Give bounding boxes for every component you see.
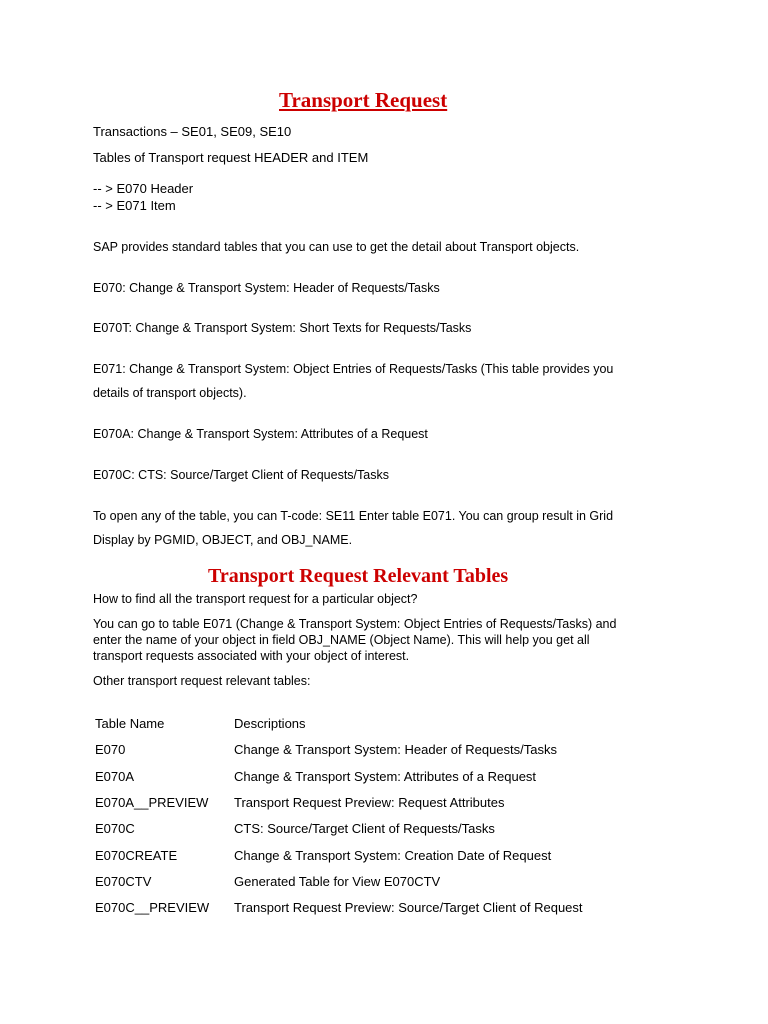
e071-definition-line2: details of transport objects). — [93, 386, 247, 400]
table-cell-name: E070 — [95, 742, 126, 757]
item-table-item: -- > E071 Item — [93, 198, 176, 213]
table-header-description: Descriptions — [234, 716, 306, 731]
page-title: Transport Request — [279, 88, 448, 112]
goto-line1: You can go to table E071 (Change & Transport System: Object Entries of Requests/Tasks) and — [93, 617, 617, 631]
e070-definition: E070: Change & Transport System: Header of Requests/Tasks — [93, 281, 440, 295]
open-table-line1: To open any of the table, you can T-code: SE11 Enter table E071. You can group result in Grid — [93, 509, 614, 523]
goto-line2: enter the name of your object in field OBJ_NAME (Object Name). This will help you get all — [93, 633, 590, 647]
table-header-name: Table Name — [95, 716, 165, 731]
table-cell-name: E070CTV — [95, 874, 152, 889]
table-cell-name: E070C__PREVIEW — [95, 900, 210, 915]
table-cell-description: Transport Request Preview: Source/Target Client of Request — [234, 900, 583, 915]
table-cell-name: E070CREATE — [95, 848, 178, 863]
e070c-definition: E070C: CTS: Source/Target Client of Requests/Tasks — [93, 468, 389, 482]
how-to-question: How to find all the transport request for a particular object? — [93, 592, 418, 606]
goto-line3: transport requests associated with your object of interest. — [93, 649, 410, 663]
e070t-definition: E070T: Change & Transport System: Short Texts for Requests/Tasks — [93, 321, 472, 335]
table-cell-name: E070C — [95, 821, 135, 836]
sap-intro-line: SAP provides standard tables that you can use to get the detail about Transport objects. — [93, 240, 580, 254]
section-title-relevant-tables: Transport Request Relevant Tables — [208, 565, 509, 587]
transactions-line: Transactions – SE01, SE09, SE10 — [93, 124, 292, 139]
other-tables-line: Other transport request relevant tables: — [93, 674, 311, 688]
table-cell-description: Transport Request Preview: Request Attributes — [234, 795, 505, 810]
e070a-definition: E070A: Change & Transport System: Attributes of a Request — [93, 427, 428, 441]
table-cell-description: Generated Table for View E070CTV — [234, 874, 441, 889]
open-table-line2: Display by PGMID, OBJECT, and OBJ_NAME. — [93, 533, 353, 547]
table-cell-name: E070A — [95, 769, 135, 784]
table-cell-description: Change & Transport System: Header of Requests/Tasks — [234, 742, 557, 757]
table-cell-description: CTS: Source/Target Client of Requests/Tasks — [234, 821, 495, 836]
table-cell-name: E070A__PREVIEW — [95, 795, 209, 810]
table-cell-description: Change & Transport System: Attributes of a Request — [234, 769, 537, 784]
header-table-item: -- > E070 Header — [93, 181, 194, 196]
tables-intro-line: Tables of Transport request HEADER and ITEM — [93, 150, 369, 165]
e071-definition-line1: E071: Change & Transport System: Object Entries of Requests/Tasks (This table provides you — [93, 362, 614, 376]
table-cell-description: Change & Transport System: Creation Date of Request — [234, 848, 552, 863]
